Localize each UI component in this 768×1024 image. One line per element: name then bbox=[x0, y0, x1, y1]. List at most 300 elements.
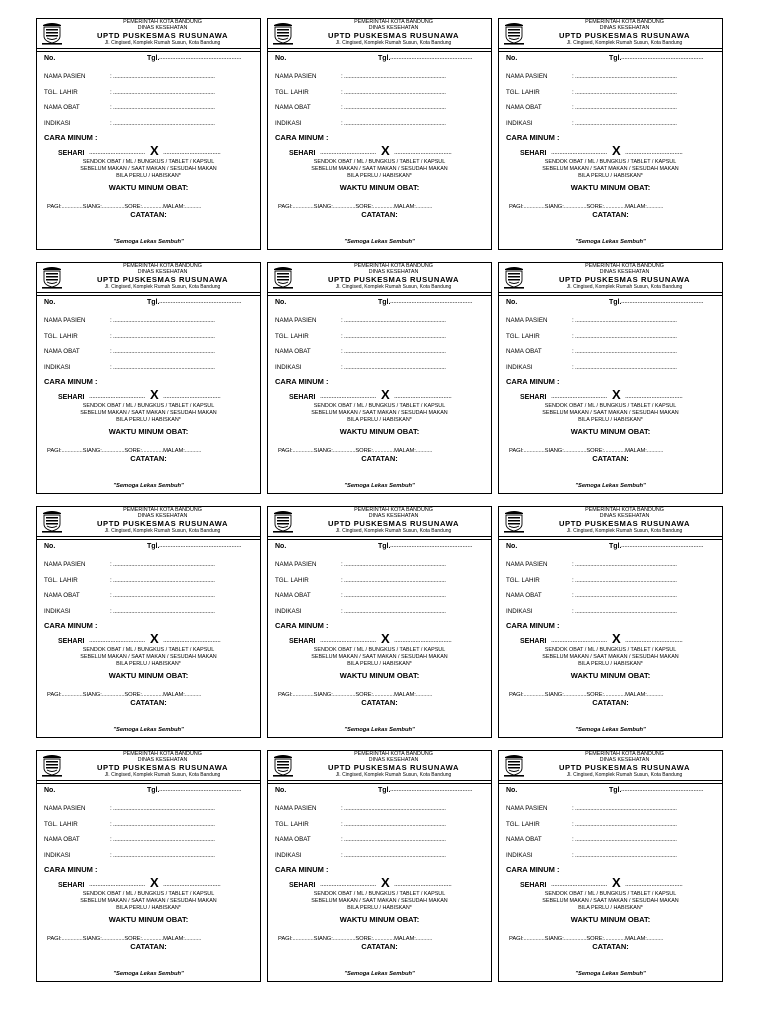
drug-name-field: : ................................................................... bbox=[110, 592, 215, 599]
department-name: DINAS KESEHATAN bbox=[368, 25, 419, 31]
bandung-city-emblem-icon bbox=[42, 510, 62, 533]
clinic-address: Jl. Cingised, Komplek Rumah Susun, Kota Bandung bbox=[566, 528, 683, 534]
unit-options: SENDOK OBAT / ML / BUNGKUS / TABLET / KAPSUL bbox=[82, 891, 215, 897]
get-well-message: "Semoga Lekas Sembuh" bbox=[113, 239, 184, 245]
unit-options: SENDOK OBAT / ML / BUNGKUS / TABLET / KAPSUL bbox=[313, 647, 446, 653]
patient-name-field: : ................................................................... bbox=[341, 73, 446, 80]
patient-name-label: NAMA PASIEN bbox=[44, 317, 86, 324]
daily-label: SEHARI bbox=[520, 394, 547, 401]
schedule-times: PAGI:..............SIANG:...............SORE:..............MALAM:........... bbox=[47, 204, 202, 210]
patient-name-label: NAMA PASIEN bbox=[506, 317, 548, 324]
dosage-heading: CARA MINUM : bbox=[275, 377, 329, 386]
schedule-heading: WAKTU MINUM OBAT: bbox=[339, 427, 420, 436]
times-mark: X bbox=[612, 875, 621, 890]
notes-heading: CATATAN: bbox=[592, 942, 629, 951]
indication-label: INDIKASI bbox=[275, 608, 302, 615]
times-mark: X bbox=[150, 387, 159, 402]
date-field: .................................................. bbox=[159, 298, 242, 305]
header-divider bbox=[499, 536, 722, 537]
department-name: DINAS KESEHATAN bbox=[599, 757, 650, 763]
number-label: No. bbox=[506, 299, 518, 306]
daily-amount-field: ................................... bbox=[625, 393, 683, 400]
birth-date-field: : ................................................................... bbox=[572, 577, 677, 584]
patient-name-label: NAMA PASIEN bbox=[275, 805, 317, 812]
get-well-message: "Semoga Lekas Sembuh" bbox=[113, 971, 184, 977]
timing-options: SEBELUM MAKAN / SAAT MAKAN / SESUDAH MAKAN bbox=[542, 166, 679, 172]
schedule-times: PAGI:..............SIANG:...............SORE:..............MALAM:........... bbox=[509, 204, 664, 210]
header-divider bbox=[499, 780, 722, 781]
schedule-times: PAGI:..............SIANG:...............SORE:..............MALAM:........... bbox=[509, 448, 664, 454]
gov-name: PEMERINTAH KOTA BANDUNG bbox=[354, 19, 433, 25]
indication-label: INDIKASI bbox=[275, 852, 302, 859]
birth-date-label: TGL. LAHIR bbox=[506, 821, 540, 828]
daily-amount-field: ................................... bbox=[163, 881, 221, 888]
times-mark: X bbox=[612, 631, 621, 646]
drug-name-label: NAMA OBAT bbox=[275, 836, 311, 843]
drug-name-field: : ................................................................... bbox=[572, 592, 677, 599]
drug-name-label: NAMA OBAT bbox=[506, 592, 542, 599]
clinic-name: UPTD PUSKESMAS RUSUNAWA bbox=[327, 30, 460, 40]
notes-heading: CATATAN: bbox=[130, 210, 167, 219]
daily-times-field: .................................. bbox=[551, 149, 607, 156]
drug-name-field: : ................................................................... bbox=[110, 104, 215, 111]
daily-amount-field: ................................... bbox=[394, 393, 452, 400]
number-label: No. bbox=[275, 543, 287, 550]
patient-name-field: : ................................................................... bbox=[572, 561, 677, 568]
get-well-message: "Semoga Lekas Sembuh" bbox=[344, 483, 415, 489]
header-divider-thin bbox=[37, 539, 260, 540]
date-field: .................................................. bbox=[621, 54, 704, 61]
timing-options: SEBELUM MAKAN / SAAT MAKAN / SESUDAH MAKAN bbox=[80, 166, 217, 172]
schedule-heading: WAKTU MINUM OBAT: bbox=[108, 915, 189, 924]
dosage-heading: CARA MINUM : bbox=[506, 377, 560, 386]
as-needed-options: BILA PERLU / HABISKAN* bbox=[347, 417, 412, 423]
drug-name-field: : ................................................................... bbox=[341, 836, 446, 843]
gov-name: PEMERINTAH KOTA BANDUNG bbox=[123, 507, 202, 513]
daily-label: SEHARI bbox=[58, 150, 85, 157]
header-divider bbox=[37, 292, 260, 293]
drug-name-label: NAMA OBAT bbox=[44, 836, 80, 843]
schedule-heading: WAKTU MINUM OBAT: bbox=[570, 915, 651, 924]
get-well-message: "Semoga Lekas Sembuh" bbox=[575, 971, 646, 977]
gov-name: PEMERINTAH KOTA BANDUNG bbox=[585, 263, 664, 269]
birth-date-field: : ................................................................... bbox=[572, 89, 677, 96]
timing-options: SEBELUM MAKAN / SAAT MAKAN / SESUDAH MAKAN bbox=[542, 654, 679, 660]
times-mark: X bbox=[150, 631, 159, 646]
unit-options: SENDOK OBAT / ML / BUNGKUS / TABLET / KAPSUL bbox=[313, 891, 446, 897]
indication-field: : ................................................................... bbox=[341, 608, 446, 615]
schedule-heading: WAKTU MINUM OBAT: bbox=[339, 671, 420, 680]
label-header bbox=[499, 507, 722, 535]
bandung-city-emblem-icon bbox=[273, 266, 293, 289]
get-well-message: "Semoga Lekas Sembuh" bbox=[344, 727, 415, 733]
bandung-city-emblem-icon bbox=[273, 754, 293, 777]
department-name: DINAS KESEHATAN bbox=[137, 269, 188, 275]
unit-options: SENDOK OBAT / ML / BUNGKUS / TABLET / KAPSUL bbox=[544, 159, 677, 165]
daily-label: SEHARI bbox=[58, 394, 85, 401]
header-divider-thin bbox=[268, 539, 491, 540]
indication-label: INDIKASI bbox=[275, 364, 302, 371]
bandung-city-emblem-icon bbox=[273, 510, 293, 533]
patient-name-field: : ................................................................... bbox=[572, 73, 677, 80]
indication-field: : ................................................................... bbox=[110, 364, 215, 371]
indication-field: : ................................................................... bbox=[110, 852, 215, 859]
unit-options: SENDOK OBAT / ML / BUNGKUS / TABLET / KAPSUL bbox=[313, 159, 446, 165]
clinic-name: UPTD PUSKESMAS RUSUNAWA bbox=[96, 30, 229, 40]
schedule-times: PAGI:..............SIANG:...............SORE:..............MALAM:........... bbox=[278, 692, 433, 698]
birth-date-field: : ................................................................... bbox=[341, 333, 446, 340]
drug-name-field: : ................................................................... bbox=[110, 348, 215, 355]
dosage-heading: CARA MINUM : bbox=[506, 621, 560, 630]
prescription-label bbox=[267, 506, 492, 738]
prescription-label bbox=[267, 750, 492, 982]
indication-label: INDIKASI bbox=[506, 852, 533, 859]
header-divider-thin bbox=[499, 51, 722, 52]
gov-name: PEMERINTAH KOTA BANDUNG bbox=[354, 263, 433, 269]
notes-heading: CATATAN: bbox=[130, 454, 167, 463]
number-label: No. bbox=[506, 543, 518, 550]
clinic-name: UPTD PUSKESMAS RUSUNAWA bbox=[558, 274, 691, 284]
clinic-name: UPTD PUSKESMAS RUSUNAWA bbox=[327, 274, 460, 284]
number-label: No. bbox=[506, 787, 518, 794]
daily-amount-field: ................................... bbox=[394, 149, 452, 156]
clinic-name: UPTD PUSKESMAS RUSUNAWA bbox=[558, 518, 691, 528]
header-divider-thin bbox=[268, 51, 491, 52]
schedule-heading: WAKTU MINUM OBAT: bbox=[570, 183, 651, 192]
daily-times-field: .................................. bbox=[320, 393, 376, 400]
department-name: DINAS KESEHATAN bbox=[368, 757, 419, 763]
timing-options: SEBELUM MAKAN / SAAT MAKAN / SESUDAH MAKAN bbox=[80, 410, 217, 416]
date-field: .................................................. bbox=[159, 542, 242, 549]
bandung-city-emblem-icon bbox=[42, 754, 62, 777]
clinic-address: Jl. Cingised, Komplek Rumah Susun, Kota Bandung bbox=[566, 284, 683, 290]
patient-name-label: NAMA PASIEN bbox=[275, 317, 317, 324]
bandung-city-emblem-icon bbox=[273, 22, 293, 45]
clinic-address: Jl. Cingised, Komplek Rumah Susun, Kota Bandung bbox=[104, 772, 221, 778]
indication-field: : ................................................................... bbox=[572, 120, 677, 127]
indication-field: : ................................................................... bbox=[341, 364, 446, 371]
drug-name-label: NAMA OBAT bbox=[275, 348, 311, 355]
patient-name-label: NAMA PASIEN bbox=[275, 561, 317, 568]
indication-field: : ................................................................... bbox=[110, 608, 215, 615]
patient-name-field: : ................................................................... bbox=[110, 317, 215, 324]
drug-name-label: NAMA OBAT bbox=[506, 104, 542, 111]
label-header bbox=[499, 751, 722, 779]
department-name: DINAS KESEHATAN bbox=[368, 269, 419, 275]
times-mark: X bbox=[381, 631, 390, 646]
clinic-address: Jl. Cingised, Komplek Rumah Susun, Kota Bandung bbox=[104, 40, 221, 46]
unit-options: SENDOK OBAT / ML / BUNGKUS / TABLET / KAPSUL bbox=[544, 647, 677, 653]
patient-name-label: NAMA PASIEN bbox=[44, 561, 86, 568]
schedule-times: PAGI:..............SIANG:...............SORE:..............MALAM:........... bbox=[509, 692, 664, 698]
patient-name-label: NAMA PASIEN bbox=[44, 73, 86, 80]
bandung-city-emblem-icon bbox=[504, 510, 524, 533]
number-label: No. bbox=[44, 543, 56, 550]
date-label: Tgl. bbox=[378, 787, 391, 794]
date-label: Tgl. bbox=[147, 55, 160, 62]
date-label: Tgl. bbox=[147, 543, 160, 550]
indication-field: : ................................................................... bbox=[341, 852, 446, 859]
schedule-times: PAGI:..............SIANG:...............SORE:..............MALAM:........... bbox=[278, 204, 433, 210]
dosage-heading: CARA MINUM : bbox=[275, 865, 329, 874]
schedule-heading: WAKTU MINUM OBAT: bbox=[108, 671, 189, 680]
indication-field: : ................................................................... bbox=[341, 120, 446, 127]
patient-name-field: : ................................................................... bbox=[110, 561, 215, 568]
daily-label: SEHARI bbox=[58, 638, 85, 645]
as-needed-options: BILA PERLU / HABISKAN* bbox=[116, 661, 181, 667]
birth-date-field: : ................................................................... bbox=[110, 89, 215, 96]
dosage-heading: CARA MINUM : bbox=[44, 133, 98, 142]
label-header bbox=[499, 19, 722, 47]
timing-options: SEBELUM MAKAN / SAAT MAKAN / SESUDAH MAKAN bbox=[80, 898, 217, 904]
indication-label: INDIKASI bbox=[506, 608, 533, 615]
daily-times-field: .................................. bbox=[89, 393, 145, 400]
dosage-heading: CARA MINUM : bbox=[44, 621, 98, 630]
drug-name-field: : ................................................................... bbox=[110, 836, 215, 843]
header-divider bbox=[37, 536, 260, 537]
birth-date-field: : ................................................................... bbox=[341, 577, 446, 584]
bandung-city-emblem-icon bbox=[504, 266, 524, 289]
times-mark: X bbox=[150, 875, 159, 890]
daily-times-field: .................................. bbox=[551, 393, 607, 400]
notes-heading: CATATAN: bbox=[130, 942, 167, 951]
birth-date-label: TGL. LAHIR bbox=[275, 333, 309, 340]
gov-name: PEMERINTAH KOTA BANDUNG bbox=[123, 263, 202, 269]
header-divider bbox=[37, 780, 260, 781]
as-needed-options: BILA PERLU / HABISKAN* bbox=[578, 417, 643, 423]
drug-name-label: NAMA OBAT bbox=[275, 592, 311, 599]
drug-name-field: : ................................................................... bbox=[341, 592, 446, 599]
date-label: Tgl. bbox=[378, 543, 391, 550]
schedule-times: PAGI:..............SIANG:...............SORE:..............MALAM:........... bbox=[278, 936, 433, 942]
prescription-label-sheet bbox=[36, 18, 723, 982]
unit-options: SENDOK OBAT / ML / BUNGKUS / TABLET / KAPSUL bbox=[313, 403, 446, 409]
gov-name: PEMERINTAH KOTA BANDUNG bbox=[123, 751, 202, 757]
get-well-message: "Semoga Lekas Sembuh" bbox=[344, 971, 415, 977]
schedule-heading: WAKTU MINUM OBAT: bbox=[339, 183, 420, 192]
birth-date-label: TGL. LAHIR bbox=[275, 821, 309, 828]
gov-name: PEMERINTAH KOTA BANDUNG bbox=[354, 507, 433, 513]
date-label: Tgl. bbox=[609, 543, 622, 550]
timing-options: SEBELUM MAKAN / SAAT MAKAN / SESUDAH MAKAN bbox=[311, 410, 448, 416]
header-divider bbox=[499, 292, 722, 293]
bandung-city-emblem-icon bbox=[42, 22, 62, 45]
drug-name-label: NAMA OBAT bbox=[44, 104, 80, 111]
header-divider bbox=[37, 48, 260, 49]
birth-date-label: TGL. LAHIR bbox=[44, 89, 78, 96]
notes-heading: CATATAN: bbox=[130, 698, 167, 707]
notes-heading: CATATAN: bbox=[361, 942, 398, 951]
patient-name-label: NAMA PASIEN bbox=[506, 805, 548, 812]
timing-options: SEBELUM MAKAN / SAAT MAKAN / SESUDAH MAKAN bbox=[311, 166, 448, 172]
daily-label: SEHARI bbox=[289, 882, 316, 889]
dosage-heading: CARA MINUM : bbox=[275, 133, 329, 142]
header-divider bbox=[268, 48, 491, 49]
clinic-name: UPTD PUSKESMAS RUSUNAWA bbox=[327, 762, 460, 772]
header-divider bbox=[268, 292, 491, 293]
date-field: .................................................. bbox=[159, 786, 242, 793]
get-well-message: "Semoga Lekas Sembuh" bbox=[575, 727, 646, 733]
times-mark: X bbox=[381, 143, 390, 158]
indication-field: : ................................................................... bbox=[572, 852, 677, 859]
schedule-heading: WAKTU MINUM OBAT: bbox=[108, 183, 189, 192]
number-label: No. bbox=[44, 55, 56, 62]
date-field: .................................................. bbox=[390, 542, 473, 549]
indication-field: : ................................................................... bbox=[572, 364, 677, 371]
daily-amount-field: ................................... bbox=[163, 149, 221, 156]
label-header bbox=[499, 263, 722, 291]
drug-name-field: : ................................................................... bbox=[572, 348, 677, 355]
prescription-label bbox=[498, 750, 723, 982]
prescription-label bbox=[498, 506, 723, 738]
indication-label: INDIKASI bbox=[44, 120, 71, 127]
daily-label: SEHARI bbox=[58, 882, 85, 889]
department-name: DINAS KESEHATAN bbox=[599, 513, 650, 519]
department-name: DINAS KESEHATAN bbox=[137, 757, 188, 763]
clinic-address: Jl. Cingised, Komplek Rumah Susun, Kota Bandung bbox=[335, 284, 452, 290]
patient-name-label: NAMA PASIEN bbox=[44, 805, 86, 812]
header-divider-thin bbox=[499, 295, 722, 296]
number-label: No. bbox=[275, 55, 287, 62]
clinic-name: UPTD PUSKESMAS RUSUNAWA bbox=[327, 518, 460, 528]
clinic-address: Jl. Cingised, Komplek Rumah Susun, Kota Bandung bbox=[104, 284, 221, 290]
drug-name-field: : ................................................................... bbox=[341, 348, 446, 355]
notes-heading: CATATAN: bbox=[361, 698, 398, 707]
daily-amount-field: ................................... bbox=[394, 881, 452, 888]
daily-amount-field: ................................... bbox=[394, 637, 452, 644]
daily-label: SEHARI bbox=[289, 150, 316, 157]
birth-date-label: TGL. LAHIR bbox=[44, 333, 78, 340]
clinic-address: Jl. Cingised, Komplek Rumah Susun, Kota Bandung bbox=[335, 528, 452, 534]
daily-times-field: .................................. bbox=[320, 637, 376, 644]
prescription-label bbox=[267, 18, 492, 250]
patient-name-field: : ................................................................... bbox=[110, 805, 215, 812]
date-field: .................................................. bbox=[621, 298, 704, 305]
as-needed-options: BILA PERLU / HABISKAN* bbox=[347, 173, 412, 179]
patient-name-field: : ................................................................... bbox=[341, 805, 446, 812]
header-divider-thin bbox=[499, 783, 722, 784]
header-divider-thin bbox=[37, 295, 260, 296]
as-needed-options: BILA PERLU / HABISKAN* bbox=[578, 661, 643, 667]
timing-options: SEBELUM MAKAN / SAAT MAKAN / SESUDAH MAKAN bbox=[542, 898, 679, 904]
label-header bbox=[37, 751, 260, 779]
times-mark: X bbox=[612, 143, 621, 158]
as-needed-options: BILA PERLU / HABISKAN* bbox=[578, 905, 643, 911]
clinic-address: Jl. Cingised, Komplek Rumah Susun, Kota Bandung bbox=[335, 40, 452, 46]
clinic-address: Jl. Cingised, Komplek Rumah Susun, Kota Bandung bbox=[566, 772, 683, 778]
gov-name: PEMERINTAH KOTA BANDUNG bbox=[585, 19, 664, 25]
clinic-name: UPTD PUSKESMAS RUSUNAWA bbox=[96, 274, 229, 284]
timing-options: SEBELUM MAKAN / SAAT MAKAN / SESUDAH MAKAN bbox=[311, 898, 448, 904]
schedule-times: PAGI:..............SIANG:...............SORE:..............MALAM:........... bbox=[47, 692, 202, 698]
department-name: DINAS KESEHATAN bbox=[137, 25, 188, 31]
as-needed-options: BILA PERLU / HABISKAN* bbox=[347, 661, 412, 667]
get-well-message: "Semoga Lekas Sembuh" bbox=[113, 483, 184, 489]
clinic-name: UPTD PUSKESMAS RUSUNAWA bbox=[558, 762, 691, 772]
date-field: .................................................. bbox=[390, 298, 473, 305]
daily-label: SEHARI bbox=[289, 638, 316, 645]
notes-heading: CATATAN: bbox=[361, 454, 398, 463]
gov-name: PEMERINTAH KOTA BANDUNG bbox=[123, 19, 202, 25]
unit-options: SENDOK OBAT / ML / BUNGKUS / TABLET / KAPSUL bbox=[82, 159, 215, 165]
indication-field: : ................................................................... bbox=[572, 608, 677, 615]
daily-amount-field: ................................... bbox=[625, 637, 683, 644]
indication-field: : ................................................................... bbox=[110, 120, 215, 127]
date-field: .................................................. bbox=[621, 786, 704, 793]
date-field: .................................................. bbox=[159, 54, 242, 61]
header-divider-thin bbox=[499, 539, 722, 540]
prescription-label bbox=[267, 262, 492, 494]
patient-name-field: : ................................................................... bbox=[341, 317, 446, 324]
clinic-name: UPTD PUSKESMAS RUSUNAWA bbox=[558, 30, 691, 40]
department-name: DINAS KESEHATAN bbox=[137, 513, 188, 519]
daily-label: SEHARI bbox=[520, 638, 547, 645]
header-divider-thin bbox=[268, 295, 491, 296]
schedule-heading: WAKTU MINUM OBAT: bbox=[570, 671, 651, 680]
drug-name-field: : ................................................................... bbox=[572, 836, 677, 843]
clinic-address: Jl. Cingised, Komplek Rumah Susun, Kota Bandung bbox=[104, 528, 221, 534]
date-label: Tgl. bbox=[609, 55, 622, 62]
birth-date-label: TGL. LAHIR bbox=[506, 333, 540, 340]
drug-name-label: NAMA OBAT bbox=[506, 836, 542, 843]
indication-label: INDIKASI bbox=[275, 120, 302, 127]
birth-date-field: : ................................................................... bbox=[341, 821, 446, 828]
label-header bbox=[268, 751, 491, 779]
gov-name: PEMERINTAH KOTA BANDUNG bbox=[585, 751, 664, 757]
indication-label: INDIKASI bbox=[44, 608, 71, 615]
date-label: Tgl. bbox=[147, 299, 160, 306]
indication-label: INDIKASI bbox=[506, 120, 533, 127]
date-label: Tgl. bbox=[609, 299, 622, 306]
label-header bbox=[268, 507, 491, 535]
patient-name-field: : ................................................................... bbox=[110, 73, 215, 80]
bandung-city-emblem-icon bbox=[42, 266, 62, 289]
birth-date-field: : ................................................................... bbox=[341, 89, 446, 96]
as-needed-options: BILA PERLU / HABISKAN* bbox=[347, 905, 412, 911]
daily-label: SEHARI bbox=[520, 150, 547, 157]
label-header bbox=[268, 263, 491, 291]
number-label: No. bbox=[44, 787, 56, 794]
birth-date-field: : ................................................................... bbox=[572, 821, 677, 828]
daily-times-field: .................................. bbox=[320, 881, 376, 888]
notes-heading: CATATAN: bbox=[592, 698, 629, 707]
daily-amount-field: ................................... bbox=[625, 149, 683, 156]
prescription-label bbox=[498, 18, 723, 250]
times-mark: X bbox=[612, 387, 621, 402]
unit-options: SENDOK OBAT / ML / BUNGKUS / TABLET / KAPSUL bbox=[544, 403, 677, 409]
drug-name-field: : ................................................................... bbox=[341, 104, 446, 111]
patient-name-label: NAMA PASIEN bbox=[275, 73, 317, 80]
bandung-city-emblem-icon bbox=[504, 22, 524, 45]
patient-name-field: : ................................................................... bbox=[572, 805, 677, 812]
birth-date-label: TGL. LAHIR bbox=[44, 821, 78, 828]
header-divider bbox=[268, 780, 491, 781]
number-label: No. bbox=[275, 299, 287, 306]
date-field: .................................................. bbox=[390, 786, 473, 793]
daily-times-field: .................................. bbox=[320, 149, 376, 156]
patient-name-label: NAMA PASIEN bbox=[506, 73, 548, 80]
schedule-heading: WAKTU MINUM OBAT: bbox=[339, 915, 420, 924]
as-needed-options: BILA PERLU / HABISKAN* bbox=[578, 173, 643, 179]
dosage-heading: CARA MINUM : bbox=[275, 621, 329, 630]
bandung-city-emblem-icon bbox=[504, 754, 524, 777]
patient-name-label: NAMA PASIEN bbox=[506, 561, 548, 568]
timing-options: SEBELUM MAKAN / SAAT MAKAN / SESUDAH MAKAN bbox=[311, 654, 448, 660]
department-name: DINAS KESEHATAN bbox=[599, 25, 650, 31]
prescription-label bbox=[36, 506, 261, 738]
indication-label: INDIKASI bbox=[506, 364, 533, 371]
daily-label: SEHARI bbox=[520, 882, 547, 889]
